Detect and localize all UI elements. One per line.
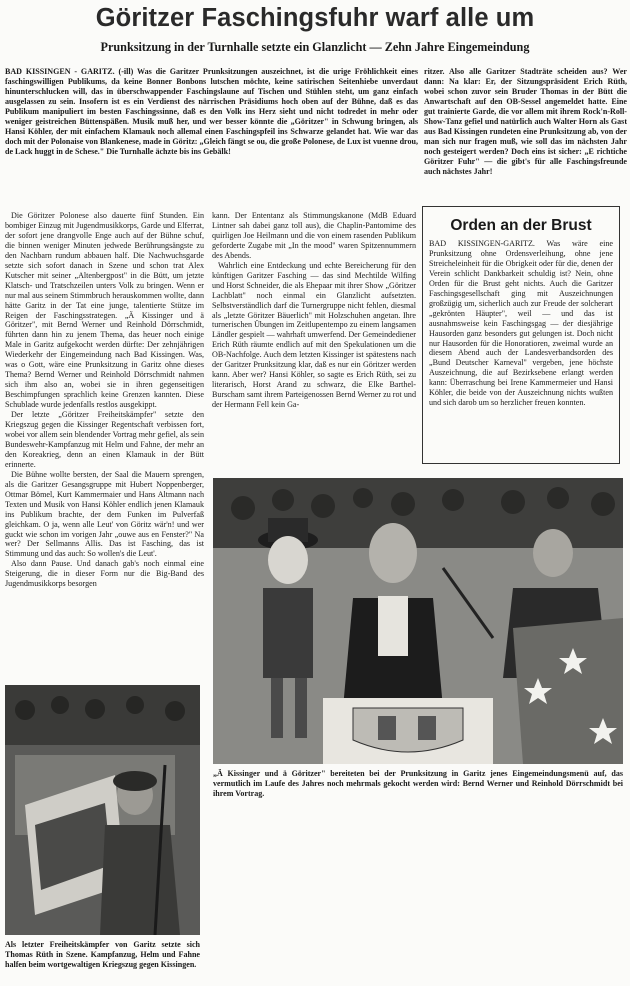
sidebar-box bbox=[422, 206, 620, 464]
intro-continuation: ritzer. Also alle Garitzer Stadträte scheiden aus? Wer dann: Na klar: Er, der Sitzungspräsident Erich Rüth, wobei schon zuvor sein Bruder Thomas in der Bütt die Anwartschaft auf den OB-Sessel angemeldet hatte. Eine gut trainierte Garde, die vor allem mit ihrem Rock'n-Roll-Show-Tanz gefiel und natürlich auch Walter Horn als Gast aus Bad Kissingen rundeten eine Prunksitzung ab, von der man sich nur fragen muß, wie soll das im nächsten Jahr noch gesteigert werden? Doch eins ist sicher: „E richtiche Göritzer Fuhr" — die gibt's für alle Faschingsfreunde auch nächstes Jahr! bbox=[424, 67, 627, 177]
freedom-fighter-image bbox=[5, 685, 200, 935]
col1-paragraph: Die Göritzer Polonese also dauerte fünf Stunden. Ein bombiger Einzug mit Jugendmusikkorps, Garde und Elferrat, der sofort jene drangvolle Enge auch auf der Bühne schuf, die binnen weniger Minuten jedwede Berührungsängste zu den Nachbarn rundum abbauen half. Die Nachwuchsgarde setzte sich sofort danach in Szene und schon trat Alex Kutscher mit seiner „Altenbergpost" in die Bütt, um jetzte Klatsch- und Tratschzeilen unters Volk zu bringen. Wenn er nur mal aus seinem Stimmbruch herauskommen wollte, dann hätte Garitz in der Tat eine junge, talentierte Stütze im Reigen der Faschingsstrategen. „Ä Kissinger und ä Göritzer", mit Bernd Werner und Reinhold Dörrschmidt, führten dann hin zu jenem Thema, das heuer noch einige Male in Garitz aufgekocht werden dürfte: Der zehnjährigen Wiederkehr der Eingemeindung nach Bad Kissingen. Was, was o Gott, wäre eine Prunksitzung in Garitz ohne dieses Thema? Bernd Werner und Reinhold Dörrschmidt nahmen sich ihm also an, wobei sie in ihren gegenseitigen Beschimpfungen sprachlich keine Grenzen kannten. Diese Schublade wurde jedenfalls restlos ausgekippt. bbox=[5, 211, 204, 410]
col1-paragraph: Die Bühne wollte bersten, der Saal die Mauern sprengen, als die Garitzer Gesangsgruppe mit Hubert Noppenberger, Ottmar Bömel, Kurt Kammermaier und Hans Altmann nach Texten und Musik von Hansi Köhler endlich jenen Klamauk ins Publikum brachte, der dem Funken im Pulverfaß gleichkam. O ja, wenn alle Leut' von Göritz wär'n! und wer guckt wie schon im vorigen Jahr „ouwe aus en Fenster?" Na wer? Der Sellmanns Allis. Das ist Fasching, das ist Stimmung und das auch: So wollen's die Leut'. bbox=[5, 469, 204, 559]
sidebar-text: BAD KISSINGEN-GARITZ. Was wäre eine Prunksitzung ohne Ordensverleihung, ohne jene Streicheleinheit für die Obrigkeit oder für die, denen der Verein schlicht Dankbarkeit schuldig ist? Nein, ohne Orden für die Brust geht nichts. Auch die Garitzer Faschingsgesellschaft ging mit Auszeichnungen großzügig um, sicherlich auch zur Freude der solcherart „gekrönten Häupter", weil — und das ist ausnahmsweise kein Faschingsgag — der diesjährige Hausorden ganz besonders gut gelungen ist. Doch nicht nur Hausorden für die Honoratioren, zweimal wurde an diesem Abend auch der Landesverbandsorden des „Bund Deutscher Karneval" vergeben, jene höchste Auszeichnung, die auf Bezirksebene erlangt werden kann: Überraschung bei Irene Kammermeier und Hansi Köhler, die beide von der Auszeichnung nichts wußten und sich darob um so herzlicher freuen konnten. bbox=[429, 239, 613, 408]
freedom-fighter-photo bbox=[5, 685, 200, 935]
col1-paragraph: Der letzte „Göritzer Freiheitskämpfer" setzte den Kriegszug gegen die Kissinger Regentschaft verbissen fort, wobei vor allem sein blendender Vortrag mehr gefiel, als sein Bundeswehr-Kampfanzug mit Helm und Fahne, der mehr an den Koreakrieg, denn an einen Klamauk in der Bütt erinnerte. bbox=[5, 410, 204, 469]
headline: Göritzer Faschingsfuhr warf alle um bbox=[95, 4, 535, 32]
stage-photo-image bbox=[213, 478, 623, 764]
col2-paragraph: Wahrlich eine Entdeckung und echte Bereicherung für den künftigen Garitzer Fasching — das sind Mechtilde Wilfing und Horst Schneider, die als Ehepaar mit ihrer Show „Göritzer Lachblatt" noch einmal ein Glanzlicht aufsetzten. Selbstverständlich darf die Turnergruppe nicht fehlen, diesmal als „letzte Göritzer Bäuerlich" mit Holzschuhen angetan. Ihre turnerischen Übungen im Zeitlupentempo zu einem langsamen Ländler gespielt — wahrhaft umwerfend. Der Gemeindediener Erich Rüth räumte endlich auf mit den Spekulationen um die OB-Nachfolge. Auch dem letzten Kissinger ist spätestens nach der Garitzer Prunksitzung klar, daß es nur ein Göritzer werden kann. Aber wer? Hansi Köhler, so sagte es Erich Rüth, sei zu literarisch, Horst Arand zu schwarz, die Elke Barthel-Burscham samt ihrem Parteigenossen Bernd Werner zu rot und der Hermann Fell kein Ga- bbox=[212, 260, 416, 410]
col2-paragraph: kann. Der Ententanz als Stimmungskanone (MdB Eduard Lintner sah dabei ganz toll aus), die Chaplin-Pantomime des quirligen Joe Heilmann und die von einem rasenden Publikum geforderte Zugabe mit „In the mood" waren Spitzennummern des Abends. bbox=[212, 211, 416, 260]
stage-photo bbox=[213, 478, 623, 764]
sidebar-title: Orden an der Brust bbox=[450, 217, 592, 234]
photo-caption-right: „Ä Kissinger und ä Göritzer" bereiteten bei der Prunksitzung in Garitz jenes Eingemeindungsmenü auf, das vermutlich im Laufe des Jahres noch mehrmals gekocht werden wird: Bernd Werner und Reinhold Dörrschmidt bei ihrem Vortrag. bbox=[213, 769, 623, 798]
article-column-1 bbox=[5, 211, 204, 589]
article-column-2 bbox=[212, 211, 416, 410]
photo-caption-left: Als letzter Freiheitskämpfer von Garitz setzte sich Thomas Rüth in Szene. Kampfanzug, Helm und Fahne halfen beim wortgewaltigen Kriegszug gegen Kissingen. bbox=[5, 940, 200, 969]
subheadline: Prunksitzung in der Turnhalle setzte ein Glanzlicht — Zehn Jahre Eingemeindung bbox=[100, 40, 530, 54]
intro-paragraph: BAD KISSINGEN - GARITZ. (-ill) Was die Garitzer Prunksitzungen auszeichnet, ist die urige Fröhlichkeit eines faschingswilligen Publikums, da keine Bonner Bonbons lutschen möchte, keine satirischen Seitenhiebe unverdaut hinunterschlucken will, das in überschwappender Faschingslaune auf Tischen und Stühlen steht, um ganz einfach ausgelassen zu sein. Insofern ist es ein Verdienst des närrischen Präsidiums hoch oben auf der Bühne, daß es das Publikum manipuliert im besten Faschingssinne, daß es den Volk ins Herz sieht und nicht todredet in mehr oder weniger geistreichen Büttenspäßen. Musik muß her, und wer besser könnte die „Göritzer" in Schwung bringen, als Hansi Köhler, der mit einfachem Klamauk noch allemal einen Faschingspfeil ins Schwarze gelandet hat. Wie war das doch mit der Polonaise von Blankenese, made in Göritz: „Gleich fängt se ou, die große Polonese, de Lux ist vuenne drou, de Lack huggt in de Schese." Die Turnhalle ächzte bis ins Gebälk! bbox=[5, 67, 418, 157]
col1-paragraph: Also dann Pause. Und danach gab's noch einmal eine Steigerung, die in dieser Form nur die Big-Band des Jugendmusikkorps besorgen bbox=[5, 559, 204, 589]
